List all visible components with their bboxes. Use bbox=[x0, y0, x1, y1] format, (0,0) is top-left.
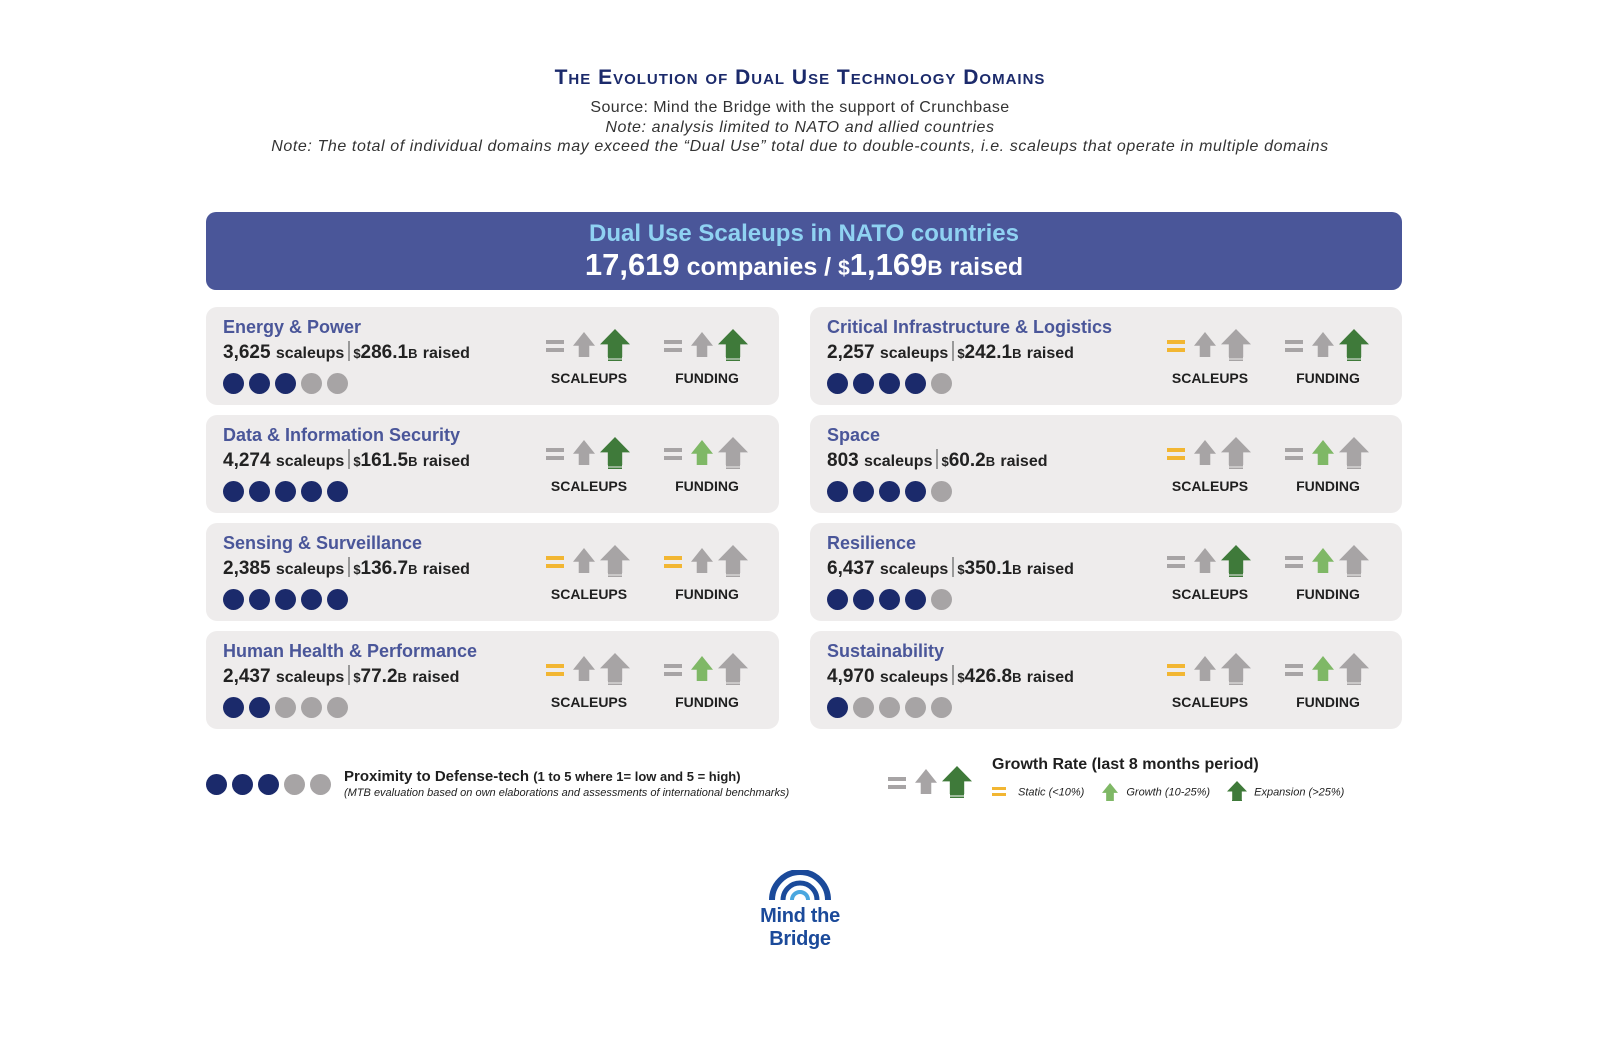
growth-key-label: Growth (10-25%) bbox=[1126, 786, 1211, 799]
growth-legend-keys bbox=[992, 780, 1392, 805]
proximity-dot bbox=[931, 373, 952, 394]
domain-card bbox=[206, 631, 779, 729]
stats-separator bbox=[348, 341, 350, 361]
raised-word: raised bbox=[1026, 345, 1074, 362]
scaleups-count: 3,625 bbox=[223, 342, 271, 363]
bridge-arc-icon bbox=[768, 870, 832, 902]
proximity-dot bbox=[905, 589, 926, 610]
raised-unit: B bbox=[1012, 346, 1022, 361]
dollar-sign: $ bbox=[941, 454, 949, 469]
proximity-legend-title bbox=[344, 768, 789, 785]
raised-unit: B bbox=[397, 670, 407, 685]
scaleups-word: scaleups bbox=[275, 669, 345, 686]
scaleups-count: 803 bbox=[827, 450, 859, 471]
proximity-dots bbox=[223, 589, 353, 611]
domain-name: Critical Infrastructure & Logistics bbox=[827, 317, 1113, 337]
domain-name: Space bbox=[827, 425, 881, 445]
proximity-dot bbox=[327, 373, 348, 394]
proximity-dot bbox=[223, 697, 244, 718]
scaleups-growth-indicator bbox=[546, 327, 636, 361]
scaleups-indicator-label: SCALEUPS bbox=[1171, 694, 1249, 710]
scaleups-growth-indicator bbox=[1167, 543, 1257, 577]
proximity-dot bbox=[275, 589, 296, 610]
proximity-dots bbox=[223, 481, 353, 503]
scaleups-count: 4,970 bbox=[827, 666, 875, 687]
funding-indicator-label: FUNDING bbox=[1296, 478, 1360, 494]
proximity-dot bbox=[879, 589, 900, 610]
mind-the-bridge-logo bbox=[730, 870, 870, 951]
stats-separator bbox=[952, 665, 954, 685]
funding-indicator-label: FUNDING bbox=[675, 478, 739, 494]
proximity-dot bbox=[275, 697, 296, 718]
proximity-dot bbox=[827, 697, 848, 718]
raised-unit: B bbox=[408, 454, 418, 469]
raised-word: raised bbox=[1026, 561, 1074, 578]
raised-word: raised bbox=[1000, 453, 1048, 470]
funding-growth-indicator bbox=[664, 435, 754, 469]
domain-card bbox=[206, 523, 779, 621]
expansion-key-icon bbox=[1226, 780, 1248, 805]
raised-word: raised bbox=[422, 453, 470, 470]
proximity-dot bbox=[853, 373, 874, 394]
scaleups-count: 4,274 bbox=[223, 450, 271, 471]
proximity-dot bbox=[931, 697, 952, 718]
proximity-dots bbox=[827, 373, 957, 395]
proximity-dot bbox=[853, 697, 874, 718]
scaleups-count: 2,257 bbox=[827, 342, 875, 363]
proximity-dot bbox=[827, 589, 848, 610]
dollar-sign: $ bbox=[353, 454, 361, 469]
summary-banner bbox=[206, 212, 1402, 290]
proximity-dots bbox=[223, 373, 353, 395]
scaleups-growth-indicator bbox=[1167, 327, 1257, 361]
banner-companies-label: companies / bbox=[686, 253, 832, 281]
scaleups-count: 2,385 bbox=[223, 558, 271, 579]
note-line-2: Note: The total of individual domains may exceed the “Dual Use” total due to double-counts, i.e. scaleups that operate in multiple domains bbox=[271, 138, 1329, 155]
proximity-dot bbox=[905, 373, 926, 394]
dollar-sign: $ bbox=[353, 562, 361, 577]
dollar-sign: $ bbox=[957, 346, 965, 361]
proximity-dots bbox=[223, 697, 353, 719]
proximity-dot bbox=[275, 481, 296, 502]
banner-raised-unit: B bbox=[927, 257, 943, 280]
proximity-dot bbox=[853, 481, 874, 502]
funding-indicator-label: FUNDING bbox=[1296, 370, 1360, 386]
dollar-sign: $ bbox=[353, 670, 361, 685]
raised-value: 242.1 bbox=[964, 342, 1013, 363]
domain-card bbox=[206, 307, 779, 405]
banner-title: Dual Use Scaleups in NATO countries bbox=[589, 220, 1019, 247]
note-line-1: Note: analysis limited to NATO and allied countries bbox=[605, 119, 995, 136]
raised-unit: B bbox=[408, 346, 418, 361]
scaleups-indicator-label: SCALEUPS bbox=[550, 694, 628, 710]
raised-value: 286.1 bbox=[360, 342, 409, 363]
scaleups-count: 2,437 bbox=[223, 666, 271, 687]
static-key-label: Static (<10%) bbox=[1018, 786, 1085, 799]
proximity-dots bbox=[827, 697, 957, 719]
scaleups-word: scaleups bbox=[275, 561, 345, 578]
domain-stats bbox=[223, 341, 470, 364]
raised-unit: B bbox=[985, 454, 996, 469]
banner-companies: 17,619 bbox=[584, 247, 680, 282]
scaleups-growth-indicator bbox=[1167, 435, 1257, 469]
proximity-dot bbox=[249, 697, 270, 718]
expansion-key-label: Expansion (>25%) bbox=[1254, 786, 1345, 799]
funding-indicator-label: FUNDING bbox=[675, 694, 739, 710]
domain-card bbox=[206, 415, 779, 513]
raised-unit: B bbox=[408, 562, 418, 577]
proximity-dot bbox=[931, 481, 952, 502]
scaleups-growth-indicator bbox=[546, 543, 636, 577]
proximity-dots bbox=[827, 589, 957, 611]
proximity-dot bbox=[249, 481, 270, 502]
proximity-dot bbox=[301, 481, 322, 502]
logo-text: Mind the Bridge bbox=[760, 905, 840, 950]
scaleups-count: 6,437 bbox=[827, 558, 875, 579]
proximity-dot bbox=[249, 589, 270, 610]
proximity-dot bbox=[853, 589, 874, 610]
domain-name: Data & Information Security bbox=[223, 425, 461, 445]
domain-name: Energy & Power bbox=[223, 317, 362, 337]
proximity-dot bbox=[249, 373, 270, 394]
funding-growth-indicator bbox=[664, 327, 754, 361]
proximity-dot bbox=[223, 589, 244, 610]
raised-value: 136.7 bbox=[360, 558, 409, 579]
proximity-dot bbox=[327, 481, 348, 502]
stats-separator bbox=[952, 341, 954, 361]
scaleups-word: scaleups bbox=[275, 453, 345, 470]
proximity-note: (MTB evaluation based on own elaborations and assessments of international benchmarks) bbox=[344, 787, 790, 799]
scaleups-word: scaleups bbox=[275, 345, 345, 362]
banner-raised-label: raised bbox=[949, 253, 1024, 281]
stats-separator bbox=[936, 449, 938, 469]
funding-growth-indicator bbox=[664, 651, 754, 685]
raised-unit: B bbox=[1012, 562, 1022, 577]
proximity-dot bbox=[931, 589, 952, 610]
funding-indicator-label: FUNDING bbox=[1296, 694, 1360, 710]
funding-indicator-label: FUNDING bbox=[675, 586, 739, 602]
dollar-sign: $ bbox=[957, 562, 965, 577]
funding-growth-indicator bbox=[1285, 543, 1375, 577]
raised-word: raised bbox=[422, 561, 470, 578]
raised-word: raised bbox=[412, 669, 460, 686]
proximity-dot bbox=[827, 373, 848, 394]
proximity-legend-text bbox=[344, 768, 789, 799]
scaleups-growth-indicator bbox=[546, 435, 636, 469]
raised-word: raised bbox=[1026, 669, 1074, 686]
scaleups-word: scaleups bbox=[879, 345, 949, 362]
static-key-icon bbox=[992, 784, 1008, 801]
domain-name: Resilience bbox=[827, 533, 917, 553]
raised-value: 426.8 bbox=[964, 666, 1013, 687]
domain-name: Sustainability bbox=[827, 641, 945, 661]
stats-separator bbox=[348, 449, 350, 469]
domain-stats bbox=[827, 665, 1074, 688]
proximity-dot bbox=[223, 373, 244, 394]
funding-indicator-label: FUNDING bbox=[675, 370, 739, 386]
proximity-dot bbox=[879, 697, 900, 718]
scaleups-indicator-label: SCALEUPS bbox=[550, 478, 628, 494]
banner-raised-value: 1,169 bbox=[849, 247, 928, 282]
proximity-dot bbox=[301, 373, 322, 394]
domain-stats bbox=[827, 557, 1074, 580]
page-title: The Evolution of Dual Use Technology Domains bbox=[554, 66, 1046, 89]
proximity-dot bbox=[301, 589, 322, 610]
stats-separator bbox=[348, 557, 350, 577]
proximity-dot bbox=[275, 373, 296, 394]
dollar-sign: $ bbox=[353, 346, 361, 361]
funding-growth-indicator bbox=[1285, 435, 1375, 469]
stats-separator bbox=[952, 557, 954, 577]
raised-value: 60.2 bbox=[948, 450, 986, 471]
proximity-dot bbox=[827, 481, 848, 502]
funding-indicator-label: FUNDING bbox=[1296, 586, 1360, 602]
domain-stats bbox=[223, 557, 470, 580]
source-line: Source: Mind the Bridge with the support of Crunchbase bbox=[590, 99, 1010, 116]
raised-value: 161.5 bbox=[360, 450, 409, 471]
scaleups-indicator-label: SCALEUPS bbox=[550, 586, 628, 602]
proximity-dot bbox=[327, 697, 348, 718]
proximity-dot bbox=[223, 481, 244, 502]
raised-unit: B bbox=[1012, 670, 1022, 685]
domain-name: Sensing & Surveillance bbox=[223, 533, 423, 553]
domain-stats bbox=[827, 341, 1074, 364]
domain-card bbox=[810, 631, 1402, 729]
proximity-dot bbox=[301, 697, 322, 718]
domain-card bbox=[810, 523, 1402, 621]
funding-growth-indicator bbox=[664, 543, 754, 577]
raised-value: 77.2 bbox=[360, 666, 398, 687]
growth-key-icon bbox=[1100, 781, 1120, 804]
proximity-title: Proximity to Defense-tech bbox=[344, 768, 530, 785]
scaleups-indicator-label: SCALEUPS bbox=[550, 370, 628, 386]
growth-title: Growth Rate (last 8 months period) bbox=[992, 756, 1259, 773]
growth-legend-icons bbox=[888, 764, 978, 803]
proximity-legend-dots bbox=[206, 774, 336, 800]
growth-legend-arrows-icon bbox=[888, 764, 978, 798]
proximity-dot bbox=[905, 697, 926, 718]
scaleups-word: scaleups bbox=[863, 453, 933, 470]
funding-growth-indicator bbox=[1285, 651, 1375, 685]
domain-card bbox=[810, 307, 1402, 405]
domain-card bbox=[810, 415, 1402, 513]
scaleups-word: scaleups bbox=[879, 669, 949, 686]
scaleups-growth-indicator bbox=[1167, 651, 1257, 685]
stats-separator bbox=[348, 665, 350, 685]
scaleups-indicator-label: SCALEUPS bbox=[1171, 370, 1249, 386]
scaleups-indicator-label: SCALEUPS bbox=[1171, 478, 1249, 494]
proximity-dot bbox=[879, 373, 900, 394]
scaleups-growth-indicator bbox=[546, 651, 636, 685]
proximity-dot bbox=[327, 589, 348, 610]
dollar-sign: $ bbox=[957, 670, 965, 685]
banner-totals bbox=[206, 248, 1402, 286]
domain-stats bbox=[827, 449, 1048, 472]
growth-legend-text bbox=[992, 756, 1392, 805]
proximity-scale: (1 to 5 where 1= low and 5 = high) bbox=[533, 769, 741, 784]
scaleups-indicator-label: SCALEUPS bbox=[1171, 586, 1249, 602]
raised-word: raised bbox=[422, 345, 470, 362]
proximity-dot bbox=[879, 481, 900, 502]
raised-value: 350.1 bbox=[964, 558, 1013, 579]
scaleups-word: scaleups bbox=[879, 561, 949, 578]
domain-stats bbox=[223, 449, 470, 472]
header bbox=[0, 66, 1600, 156]
funding-growth-indicator bbox=[1285, 327, 1375, 361]
banner-dollar: $ bbox=[838, 257, 850, 280]
proximity-dots bbox=[827, 481, 957, 503]
proximity-dot bbox=[905, 481, 926, 502]
domain-stats bbox=[223, 665, 459, 688]
domain-name: Human Health & Performance bbox=[223, 641, 478, 661]
